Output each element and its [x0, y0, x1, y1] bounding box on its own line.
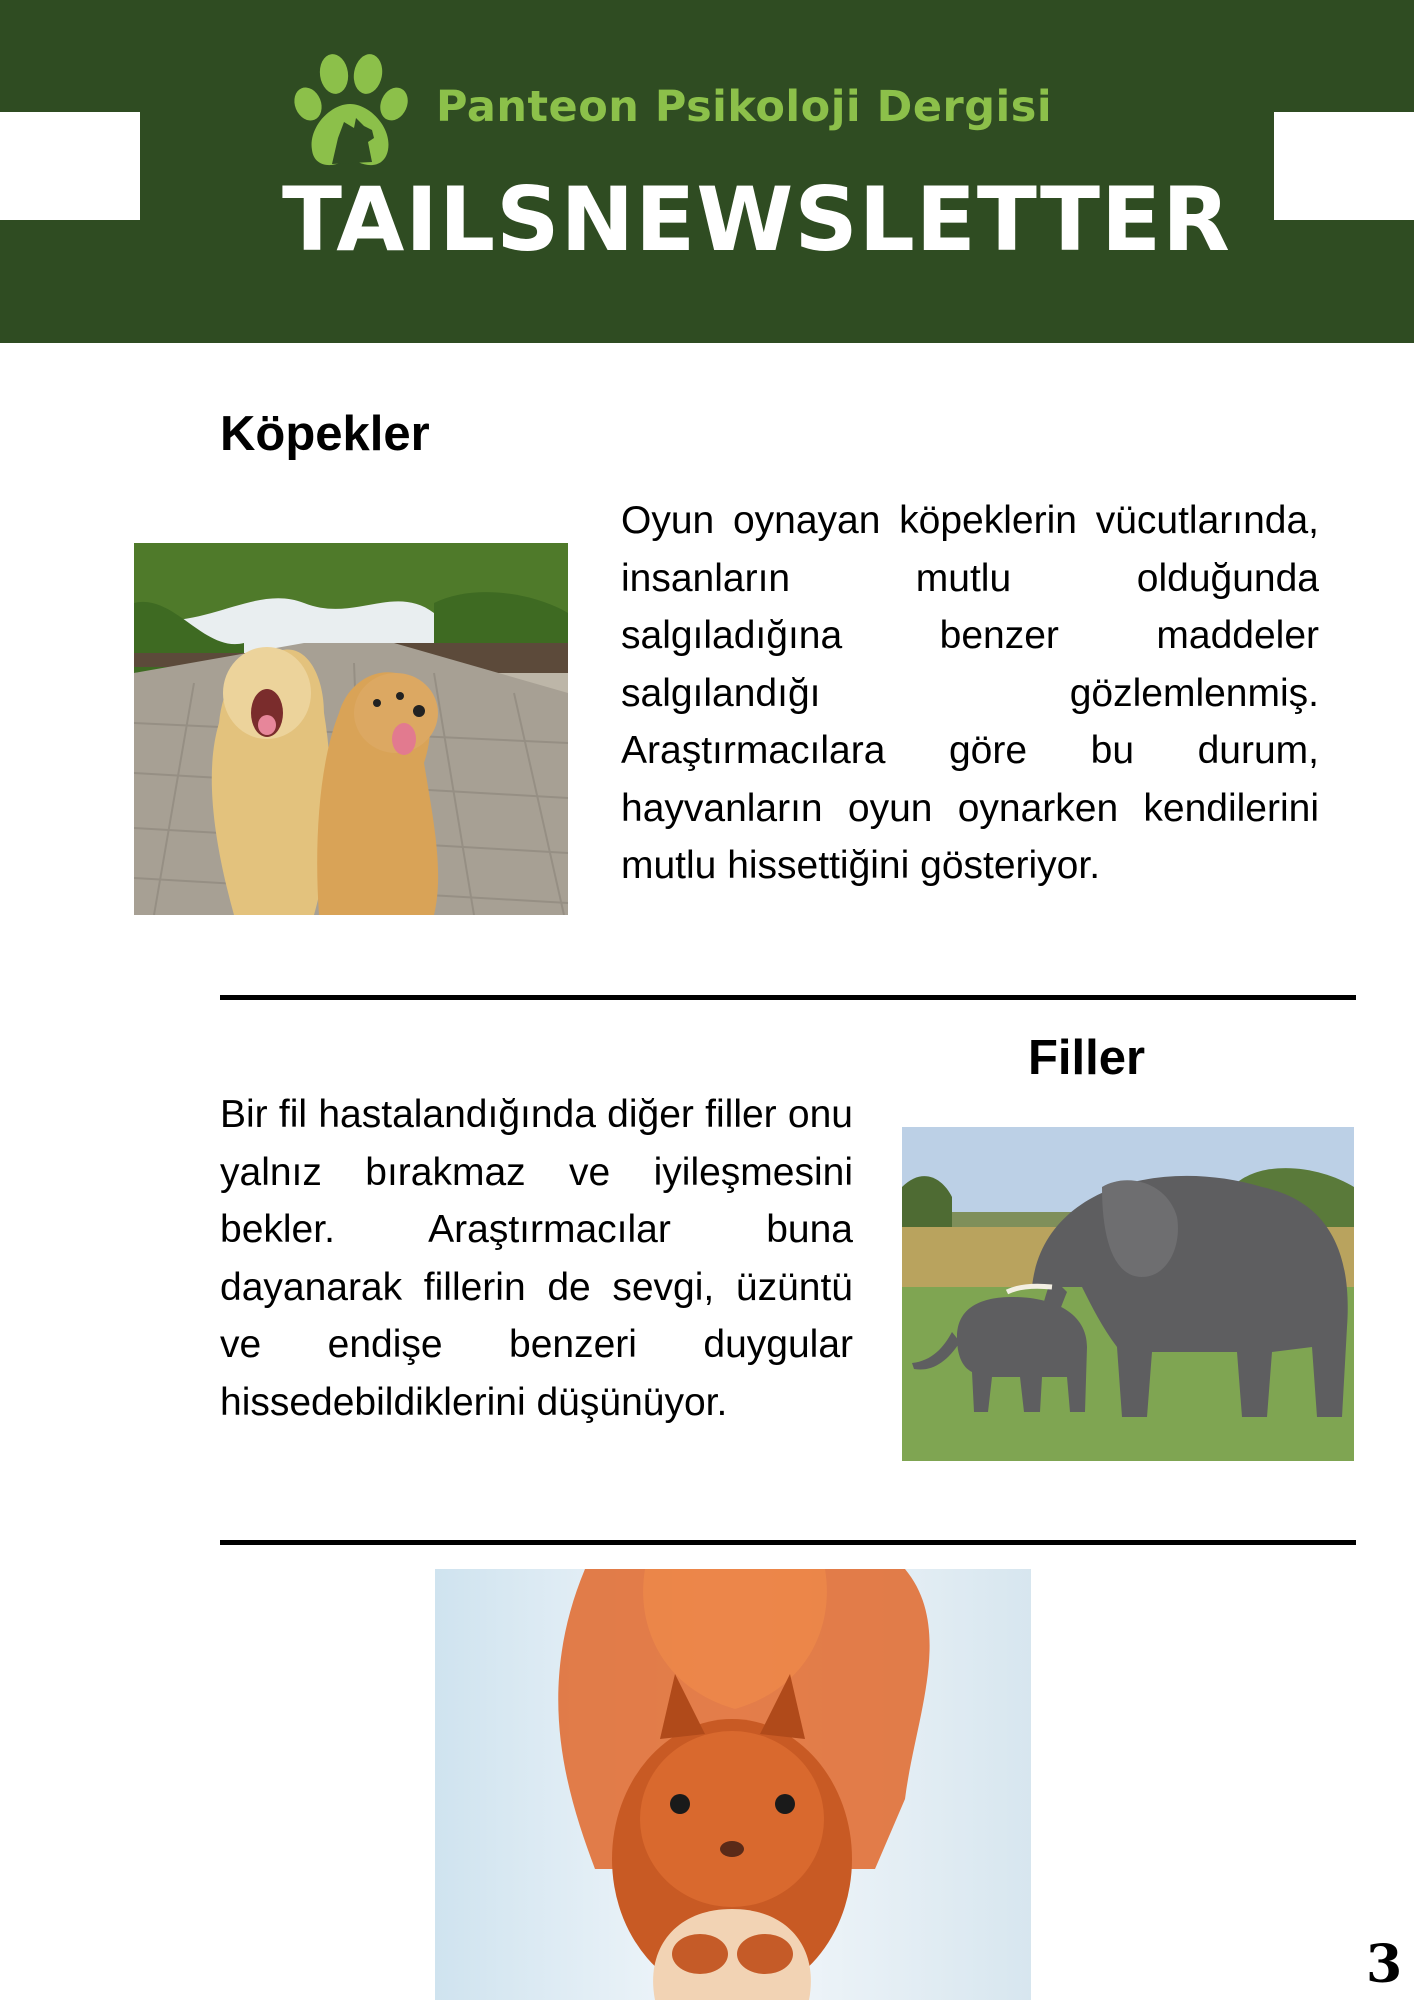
header-tab-left	[0, 112, 140, 220]
header-banner	[0, 0, 1414, 343]
newsletter-title: TAILSNEWSLETTER	[282, 168, 1231, 271]
header-tab-right	[1274, 112, 1414, 220]
elephants-photo	[902, 1127, 1354, 1461]
section-divider	[220, 1540, 1356, 1545]
dogs-photo	[134, 543, 568, 915]
page-number: 3	[1366, 1934, 1403, 1995]
magazine-title: Panteon Psikoloji Dergisi	[436, 82, 1053, 132]
squirrel-photo	[435, 1569, 1031, 2000]
paw-icon	[288, 52, 412, 172]
dogs-paragraph: Oyun oynayan köpeklerin vücutlarında, insanların mutlu olduğunda salgıladığına benzer maddeler salgılandığı gözlemlenmiş. Araştırmacılara göre bu durum, hayvanların oyun oynarken kendilerini mutlu hissettiğini gösteriyor.	[621, 499, 1319, 887]
section-divider	[220, 995, 1356, 1000]
elephants-paragraph: Bir fil hastalandığında diğer filler onu yalnız bırakmaz ve iyileşmesini bekler. Araştırmacılar buna dayanarak fillerin de sevgi, üzüntü ve endişe benzeri duygular hissedebildiklerini düşünüyor.	[220, 1093, 853, 1424]
section-heading-dogs: Köpekler	[220, 407, 430, 461]
section-heading-elephants: Filler	[1028, 1031, 1146, 1085]
